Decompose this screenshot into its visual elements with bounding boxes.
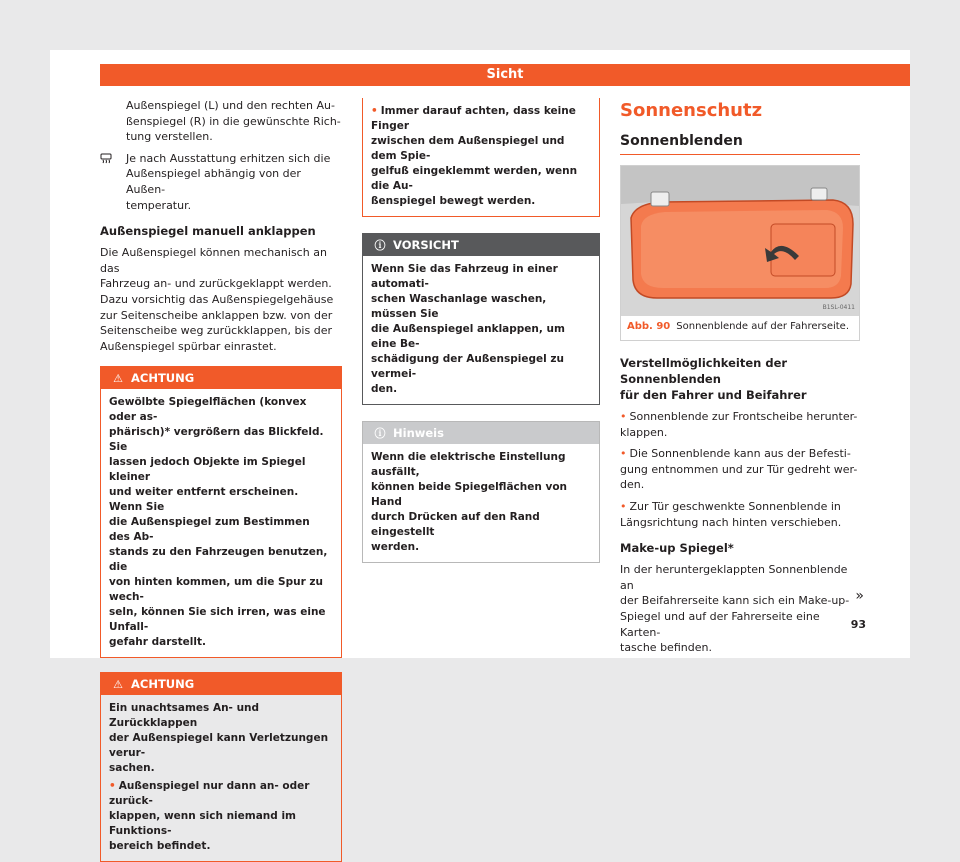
text-line: klappen, wenn sich niemand im Funktions- <box>109 810 296 838</box>
text-span: Immer darauf achten, dass keine Finger <box>371 105 576 132</box>
note-title: Hinweis <box>393 426 444 440</box>
mirror-heating-icon <box>100 153 112 165</box>
figure-caption <box>627 318 849 336</box>
warning-title: ACHTUNG <box>131 677 195 692</box>
text-line: gefahr darstellt. <box>109 636 206 649</box>
note-body <box>363 444 599 562</box>
bullet-icon: • <box>620 499 627 513</box>
text-line: Spiegel und auf der Fahrerseite eine Karten- <box>620 609 820 639</box>
text-span: Zur Tür geschwenkte Sonnenblende in <box>629 499 841 513</box>
manual-fold-heading: Außenspiegel manuell anklappen <box>100 224 316 239</box>
text-line: werden. <box>371 541 420 553</box>
text-line: ßenspiegel (R) in die gewünschte Rich- <box>126 114 341 128</box>
warning-header <box>101 367 341 389</box>
text-line: der Außenspiegel kann Verletzungen verur- <box>109 732 329 760</box>
bullet-line <box>620 409 860 425</box>
warning-body <box>363 98 599 216</box>
chapter-header: Sicht <box>100 64 910 86</box>
text-line: die Außenspiegel zum Bestimmen des Ab- <box>109 516 310 544</box>
text-line: tasche befinden. <box>620 641 712 655</box>
bullet-icon: • <box>371 105 378 117</box>
text-line: die Außenspiegel anklappen, um eine Be- <box>371 323 565 350</box>
text-line: Längsrichtung nach hinten verschieben. <box>620 515 842 529</box>
text-line: gung entnommen und zur Tür gedreht wer- <box>620 462 858 476</box>
text-line: und weiter entfernt erscheinen. Wenn Sie <box>109 486 299 514</box>
text-line: zur Seitenscheibe anklappen bzw. von der <box>100 308 333 322</box>
text-line: schädigung der Außenspiegel zu vermei- <box>371 353 564 380</box>
adjust-bullet-3 <box>620 499 860 530</box>
adjust-heading <box>620 355 860 403</box>
heating-paragraph <box>100 151 342 213</box>
text-line: Ein unachtsames An- und Zurückklappen <box>109 702 260 730</box>
warning-body <box>101 389 341 657</box>
column-middle <box>362 98 600 563</box>
text-line: Wenn die elektrische Einstellung ausfällt, <box>371 451 566 478</box>
text-span: Sonnenblende zur Frontscheibe herunter- <box>629 410 858 423</box>
subsection-title: Sonnenblenden <box>620 132 860 155</box>
text-line: gelfuß eingeklemmt werden, wenn die Au- <box>371 165 578 192</box>
text-line: Fahrzeug an- und zurückgeklappt werden. <box>100 277 332 291</box>
note-header <box>363 422 599 444</box>
warning-triangle-icon: ⚠ <box>113 372 123 386</box>
text-line: temperatur. <box>126 198 192 212</box>
caution-title: VORSICHT <box>393 238 459 252</box>
bullet-icon: • <box>620 447 627 461</box>
text-line: In der heruntergeklappten Sonnenblende an <box>620 563 848 592</box>
text-line: zwischen dem Außenspiegel und dem Spie- <box>371 135 565 162</box>
text-line: Außenspiegel spürbar einrastet. <box>100 339 277 353</box>
sun-visor-illustration <box>621 166 859 316</box>
text-line: Dazu vorsichtig das Außenspiegelgehäuse <box>100 292 334 306</box>
text-line: sachen. <box>109 762 155 775</box>
note-box <box>362 421 600 563</box>
caution-body <box>363 256 599 404</box>
text-line: seln, können Sie sich irren, was eine Unfall- <box>109 606 326 634</box>
warning-box-folding <box>100 672 342 862</box>
page-number: 93 <box>850 618 866 631</box>
text-line: Außenspiegel (L) und den rechten Au- <box>126 99 335 112</box>
bullet-icon: • <box>109 780 116 793</box>
figure-sun-visor <box>620 165 860 341</box>
text-line: lassen jedoch Objekte im Spiegel kleiner <box>109 456 306 484</box>
figure-label: Abb. 90 <box>627 321 671 332</box>
text-line: können beide Spiegelflächen von Hand <box>371 481 568 508</box>
text-line: von hinten kommen, um die Spur zu wech- <box>109 576 323 604</box>
text-line: Gewölbte Spiegelflächen (konvex oder as- <box>109 396 307 424</box>
text-line: für den Fahrer und Beifahrer <box>620 388 807 402</box>
section-title: Sonnenschutz <box>620 100 763 121</box>
warning-box-convex <box>100 366 342 658</box>
makeup-heading: Make-up Spiegel* <box>620 541 734 556</box>
bullet-line <box>620 499 860 515</box>
text-span: Die Sonnenblende kann aus der Befesti- <box>629 447 851 461</box>
sun-visor-icon <box>621 166 859 316</box>
warning-box-continued <box>362 98 600 217</box>
text-line: klappen. <box>620 425 668 439</box>
warning-header <box>101 673 341 695</box>
warning-title: ACHTUNG <box>131 371 195 386</box>
caution-box <box>362 233 600 405</box>
text-line: Außenspiegel abhängig von der Außen- <box>126 167 301 196</box>
text-line: der Beifahrerseite kann sich ein Make-up- <box>620 594 850 608</box>
intro-paragraph <box>100 98 342 145</box>
adjust-bullet-1 <box>620 409 860 440</box>
figure-caption-text: Sonnenblende auf der Fahrerseite. <box>676 321 849 332</box>
text-line: durch Drücken auf den Rand eingestellt <box>371 511 540 538</box>
text-line: schen Waschanlage waschen, müssen Sie <box>371 293 547 320</box>
column-right <box>620 98 860 656</box>
adjust-bullet-2 <box>620 446 860 493</box>
text-span: Außenspiegel nur dann an- oder zurück- <box>109 780 310 808</box>
manual-page <box>50 50 910 853</box>
text-line: phärisch)* vergrößern das Blickfeld. Sie <box>109 426 324 454</box>
text-line: Je nach Ausstattung erhitzen sich die <box>126 151 331 165</box>
text-line: Wenn Sie das Fahrzeug in einer automati- <box>371 263 558 290</box>
text-line: den. <box>620 478 645 492</box>
text-line: ßenspiegel bewegt werden. <box>371 195 536 207</box>
warning-triangle-icon: ⚠ <box>113 678 123 692</box>
bullet-icon: • <box>620 410 627 423</box>
bullet-line <box>109 779 333 809</box>
figure-code: B1SL-0411 <box>822 304 855 311</box>
continue-marker: » <box>855 588 864 604</box>
bullet-line <box>620 446 860 462</box>
text-line: Seitenscheibe weg zurückklappen, bis der <box>100 324 332 338</box>
manual-fold-paragraph <box>100 245 342 354</box>
caution-icon: ⓘ <box>374 239 386 252</box>
text-line: Die Außenspiegel können mechanisch an das <box>100 246 327 275</box>
text-line: den. <box>371 383 398 395</box>
warning-body <box>101 695 341 861</box>
makeup-paragraph <box>620 562 860 656</box>
text-line: stands zu den Fahrzeugen benutzen, die <box>109 546 328 574</box>
bullet-line <box>371 104 591 134</box>
text-line: Verstellmöglichkeiten der Sonnenblenden <box>620 356 788 386</box>
text-line: tung verstellen. <box>126 130 213 144</box>
caution-header <box>363 234 599 256</box>
text-line: bereich befindet. <box>109 840 211 853</box>
column-left <box>100 98 342 862</box>
info-icon: ⓘ <box>374 427 386 440</box>
